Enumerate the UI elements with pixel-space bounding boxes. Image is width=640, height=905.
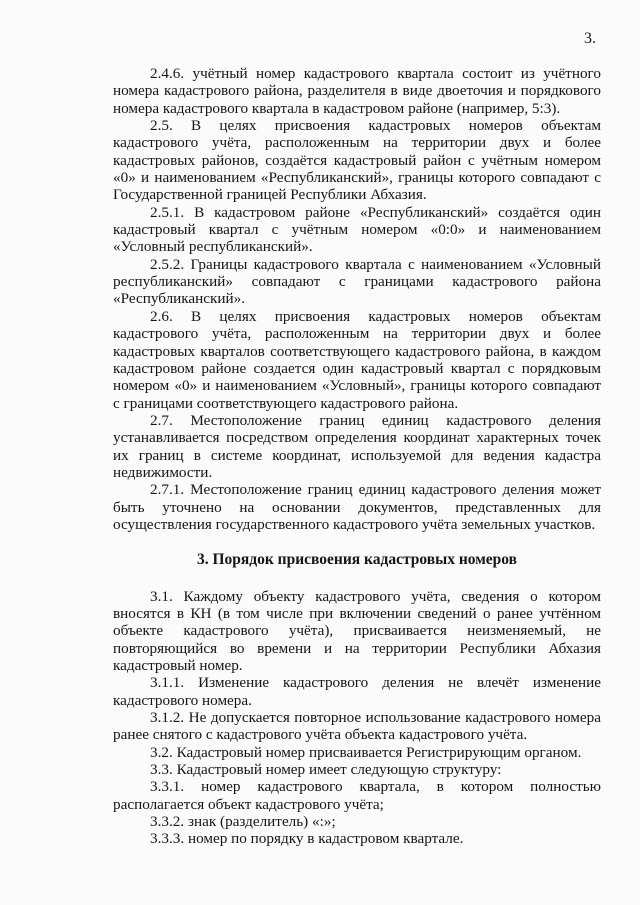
text-line: 3.3.1. номер кадастрового квартала, в котором полностью <box>150 778 601 796</box>
text-line: 3.1. Каждому объекту кадастрового учёта, сведения о котором <box>150 587 601 605</box>
text-line: 2.5.2. Границы кадастрового квартала с наименованием «Условный <box>150 255 601 273</box>
paragraph <box>113 117 601 204</box>
text-line: номера кадастрового района, разделителя в виде двоеточия и порядкового <box>113 82 601 100</box>
text-line: кадастровых кварталов соответствующего кадастрового района, в каждом <box>113 342 601 360</box>
text-line: «0» и наименованием «Республиканский», границы которого совпадают с <box>113 169 601 187</box>
text-line: 2.7.1. Местоположение границ единиц кадастрового деления может <box>150 481 601 499</box>
text-line: 2.7. Местоположение границ единиц кадастрового деления <box>150 411 601 429</box>
text-line: кадастровых районов, создаётся кадастровый район с учётным номером <box>113 151 601 169</box>
paragraph <box>113 308 601 412</box>
text-line: 2.5. В целях присвоения кадастровых номеров объектам <box>150 117 601 135</box>
text-line: республиканский» совпадают с границами кадастрового района <box>113 273 601 291</box>
paragraph <box>113 813 601 830</box>
text-line: 3.3.3. номер по порядку в кадастровом квартале. <box>150 830 464 848</box>
text-line: кадастровый квартал с учётным номером «0:0» и наименованием <box>113 221 601 239</box>
text-line: 3.1.2. Не допускается повторное использование кадастрового номера <box>150 709 601 727</box>
text-line: «Условный республиканский». <box>113 238 313 256</box>
text-line: номером «0» и наименованием «Условный», границы которого совпадают <box>113 377 601 395</box>
text-line: 3.1.1. Изменение кадастрового деления не влечёт изменение <box>150 674 601 692</box>
text-line: кадастровом районе создается один кадастровый квартал с порядковым <box>113 359 601 377</box>
section-3 <box>113 588 601 848</box>
text-line: с границами соответствующего кадастрового района. <box>113 394 459 412</box>
text-line: 2.6. В целях присвоения кадастровых номеров объектам <box>150 307 601 325</box>
section-2-continued <box>113 65 601 533</box>
text-line: 3.3. Кадастровый номер имеет следующую структуру: <box>150 761 502 779</box>
paragraph <box>113 709 601 744</box>
text-line: вносятся в КН (в том числе при включении сведений о ранее учтённом <box>113 604 601 622</box>
paragraph <box>113 256 601 308</box>
paragraph <box>113 744 601 761</box>
paragraph <box>113 674 601 709</box>
text-line: 2.5.1. В кадастровом районе «Республиканский» создаётся один <box>150 203 601 221</box>
text-line: их границ в системе координат, используемой для ведения кадастра <box>113 446 601 464</box>
text-line: ранее снятого с кадастрового учёта объекта кадастрового учёта. <box>113 726 528 744</box>
text-line: 3.2. Кадастровый номер присваивается Регистрирующим органом. <box>150 743 582 761</box>
document-body <box>113 65 601 848</box>
paragraph <box>113 412 601 481</box>
text-line: объекте кадастрового учёта), присваивается неизменяемый, не <box>113 622 601 640</box>
paragraph <box>113 778 601 813</box>
section-heading: 3. Порядок присвоения кадастровых номеров <box>196 551 518 569</box>
text-line: осуществления государственного кадастрового учёта земельных участков. <box>113 515 596 533</box>
text-line: «Республиканский». <box>113 290 246 308</box>
paragraph <box>113 65 601 117</box>
paragraph <box>113 204 601 256</box>
text-line: повторяющийся во времени и на территории Республики Абхазия <box>113 639 601 657</box>
text-line: Государственной границей Республики Абхазия. <box>113 186 427 204</box>
text-line: устанавливается посредством определения координат характерных точек <box>113 429 601 447</box>
paragraph <box>113 588 601 675</box>
text-line: кадастрового номера. <box>113 691 252 709</box>
text-line: номера кадастрового квартала в кадастровом районе (например, 5:3). <box>113 99 561 117</box>
text-line: кадастрового учёта, расположенным на территории двух и более <box>113 325 601 343</box>
paragraph <box>113 830 601 847</box>
paragraph <box>113 481 601 533</box>
text-line: 2.4.6. учётный номер кадастрового квартала состоит из учётного <box>150 65 601 82</box>
text-line: располагается объект кадастрового учёта; <box>113 795 384 813</box>
page-number: 3. <box>584 30 596 47</box>
text-line: быть уточнено на основании документов, представленных для <box>113 498 601 516</box>
text-line: кадастрового учёта, расположенным на территории двух и более <box>113 134 601 152</box>
text-line: недвижимости. <box>113 463 213 481</box>
text-line: 3.3.2. знак (разделитель) «:»; <box>150 813 336 831</box>
paragraph <box>113 761 601 778</box>
text-line: кадастровый номер. <box>113 657 243 674</box>
